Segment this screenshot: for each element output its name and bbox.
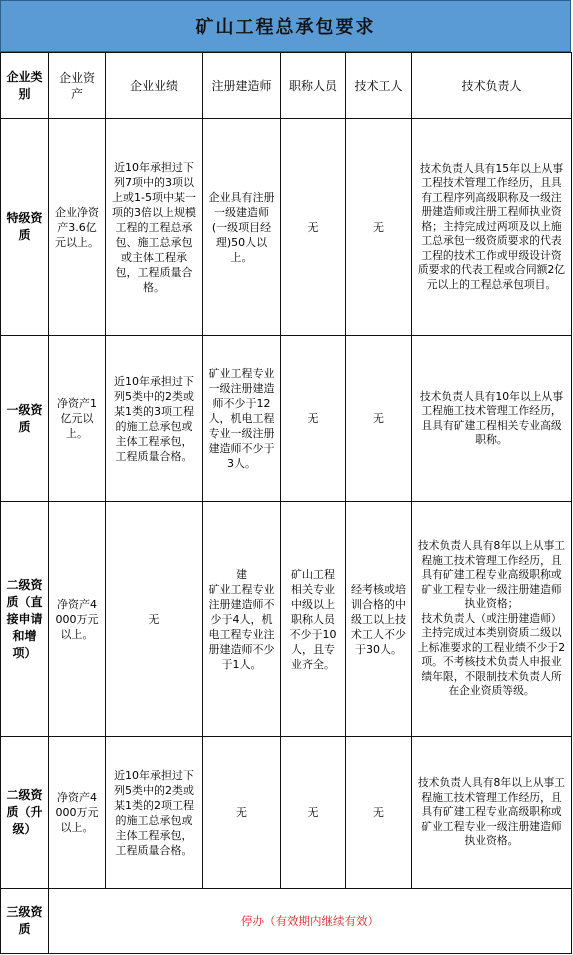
- assets-cell: 净资产1亿元以上。: [49, 336, 106, 502]
- header-cell: 注册建造师: [203, 53, 281, 119]
- table-row: [1, 889, 572, 954]
- builders-cell: 矿业工程专业一级注册建造师不少于12人，机电工程专业一级注册建造师不少于3人。: [203, 336, 281, 502]
- level-cell: 二级资质（升级）: [1, 737, 49, 889]
- table-row: [1, 737, 572, 889]
- workers-cell: 无: [346, 119, 412, 336]
- table-row: [1, 502, 572, 737]
- titled-staff-cell: 无: [281, 336, 346, 502]
- level-cell: 特级资质: [1, 119, 49, 336]
- header-row: [1, 53, 572, 119]
- performance-cell: 近10年承担过下列5类中的2类或某1类的3项工程的施工总承包或主体工程承包，工程质量合格。: [106, 336, 203, 502]
- titled-staff-cell: 矿山工程相关专业中级以上职称人员不少于10人，且专业齐全。: [281, 502, 346, 737]
- assets-cell: 企业净资产3.6亿元以上。: [49, 119, 106, 336]
- performance-cell: 无: [106, 502, 203, 737]
- tech-lead-cell: 技术负责人具有8年以上从事工程施工技术管理工作经历，且具有矿建工程专业高级职称或矿业工程专业一级注册建造师执业资格。: [412, 737, 572, 889]
- builders-cell: 建 矿业工程专业注册建造师不少于4人，机电工程专业注册建造师不少于1人。: [203, 502, 281, 737]
- suspended-notice: 停办（有效期内继续有效）: [49, 889, 572, 954]
- level-cell: 一级资质: [1, 336, 49, 502]
- builders-cell: 企业具有注册 一级建造师(一级项目经理)50人以上。: [203, 119, 281, 336]
- tech-lead-cell: 技术负责人具有10年以上从事工程施工技术管理工作经历，且具有矿建工程相关专业高级职称。: [412, 336, 572, 502]
- performance-cell: 近10年承担过下列7项中的3项以上或1-5项中某一项的3倍以上规模工程的工程总承包、施工总承包或主体工程承包，工程质量合格。: [106, 119, 203, 336]
- table-row: [1, 119, 572, 336]
- table-row: [1, 336, 572, 502]
- header-cell: 企业类别: [1, 53, 49, 119]
- header-cell: 职称人员: [281, 53, 346, 119]
- titled-staff-cell: 无: [281, 737, 346, 889]
- assets-cell: 净资产4000万元以上。: [49, 737, 106, 889]
- tech-lead-cell: 技术负责人具有15年以上从事工程技术管理工作经历，且具有工程序列高级职称及一级注册建造师或注册工程师执业资格；主持完成过两项及以上施工总承包一级资质要求的代表工程的技术工作或甲级设计资质要求的代表工程或合同额2亿元以上的工程总承包项目。: [412, 119, 572, 336]
- performance-cell: 近10年承担过下列5类中的2类或某1类的2项工程的施工总承包或主体工程承包，工程质量合格。: [106, 737, 203, 889]
- requirements-table: [0, 52, 572, 954]
- workers-cell: 经考核或培训合格的中级工以上技术工人不少于30人。: [346, 502, 412, 737]
- header-cell: 企业业绩: [106, 53, 203, 119]
- header-cell: 技术负责人: [412, 53, 572, 119]
- workers-cell: 无: [346, 737, 412, 889]
- header-cell: 企业资产: [49, 53, 106, 119]
- builders-cell: 无: [203, 737, 281, 889]
- titled-staff-cell: 无: [281, 119, 346, 336]
- level-cell: 二级资质（直接申请和增项）: [1, 502, 49, 737]
- assets-cell: 净资产4000万元以上。: [49, 502, 106, 737]
- page-title: 矿山工程总承包要求: [0, 0, 571, 52]
- workers-cell: 无: [346, 336, 412, 502]
- header-cell: 技术工人: [346, 53, 412, 119]
- level-cell: 三级资质: [1, 889, 49, 954]
- tech-lead-cell: 技术负责人具有8年以上从事工程施工技术管理工作经历，且具有矿建工程专业高级职称或矿业工程专业一级注册建造师执业资格； 技术负责人（或注册建造师）主持完成过本类别资质二级以上标准要求的工程业绩不少于2项。不考核技术负责人申报业绩年限，不限制技术负责人所在企业资质等级。: [412, 502, 572, 737]
